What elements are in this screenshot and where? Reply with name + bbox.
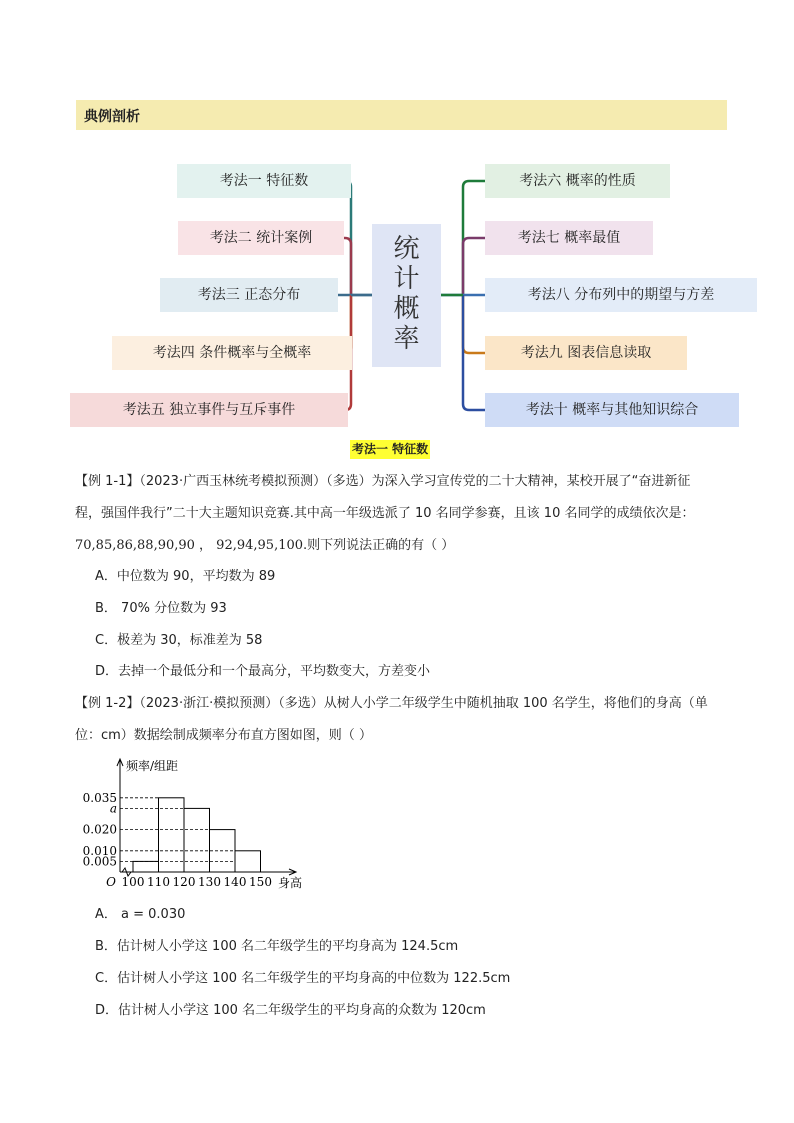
x-tick-label: 120 (172, 875, 196, 889)
histogram-bar (159, 798, 185, 872)
option-a: A．中位数为 90，平均数为 89 (95, 569, 276, 584)
mindmap-topic-right: 考法八 分布列中的期望与方差 (485, 278, 757, 312)
x-tick-label: 150 (249, 875, 272, 889)
x-tick-label: 130 (198, 875, 221, 889)
option-b: B． 70% 分位数为 93 (95, 601, 227, 616)
example-1-1-line1: 【例 1-1】（2023·广西玉林统考模拟预测）（多选）为深入学习宣传党的二十大精神，某校开展了“奋进新征 (75, 474, 691, 489)
section-title: 考法一 特征数 (350, 440, 430, 459)
y-axis-label: 频率/组距 (126, 759, 179, 773)
mindmap-topic-left: 考法三 正态分布 (160, 278, 338, 312)
mindmap-topic-right: 考法十 概率与其他知识综合 (485, 393, 739, 427)
x-tick-label: 100 (121, 875, 145, 889)
mindmap-topic-right: 考法七 概率最值 (485, 221, 653, 255)
mindmap-center-char: 统 (393, 234, 420, 264)
example-1-2-line1: 【例 1-2】（2023·浙江·模拟预测）（多选）从树人小学二年级学生中随机抽取 100 名学生，将他们的身高（单 (75, 696, 708, 711)
option-d: D．去掉一个最低分和一个最高分，平均数变大，方差变小 (95, 664, 431, 679)
histogram-bar (184, 808, 210, 872)
example-1-1-line3: 70,85,86,88,90,90 ， 92,94,95,100.则下列说法正确的有（ ） (75, 538, 455, 553)
y-tick-label: a (109, 801, 117, 816)
frequency-histogram (60, 752, 320, 900)
mindmap-center-char: 概 (393, 294, 420, 324)
mindmap-connector (463, 238, 485, 295)
histogram-bar (235, 851, 261, 872)
mindmap-topic-left: 考法五 独立事件与互斥事件 (70, 393, 348, 427)
mindmap-connector (344, 238, 351, 295)
section-header-title: 典例剖析 (84, 109, 140, 125)
mindmap-topic-left: 考法四 条件概率与全概率 (112, 336, 352, 370)
x-tick-label: 110 (147, 875, 170, 889)
option-d: D．估计树人小学这 100 名二年级学生的平均身高的众数为 120cm (95, 1003, 486, 1018)
origin-label: O (106, 875, 116, 889)
y-tick-label: 0.035 (82, 790, 117, 805)
mindmap-connectors (0, 0, 794, 440)
example-1-1-line2: 程，强国伴我行”二十大主题知识竞赛.其中高一年级选派了 10 名同学参赛，且该 10 名同学的成绩依次是： (75, 506, 695, 521)
mindmap-center (372, 224, 441, 367)
option-c: C．估计树人小学这 100 名二年级学生的平均身高的中位数为 122.5cm (95, 971, 511, 986)
mindmap-topic-left: 考法一 特征数 (177, 164, 351, 198)
mindmap-center-char: 率 (393, 324, 420, 354)
mindmap-topic-right: 考法六 概率的性质 (485, 164, 670, 198)
histogram-bar (133, 861, 159, 872)
x-tick-label: 140 (223, 875, 247, 889)
option-c: C．极差为 30，标准差为 58 (95, 633, 263, 648)
mindmap-topic-right: 考法九 图表信息读取 (485, 336, 687, 370)
mindmap-connector (463, 295, 485, 353)
y-tick-label: 0.005 (82, 854, 117, 869)
x-axis-label: 身高 (278, 876, 303, 890)
y-tick-label: 0.010 (82, 843, 117, 858)
option-a: A． a = 0.030 (95, 907, 186, 922)
mindmap-center-char: 计 (393, 264, 420, 294)
example-1-2-line2: 位：cm）数据绘制成频率分布直方图如图，则（ ） (75, 728, 372, 743)
option-b: B．估计树人小学这 100 名二年级学生的平均身高为 124.5cm (95, 939, 459, 954)
mindmap-topic-left: 考法二 统计案例 (178, 221, 344, 255)
y-tick-label: 0.020 (82, 822, 117, 837)
